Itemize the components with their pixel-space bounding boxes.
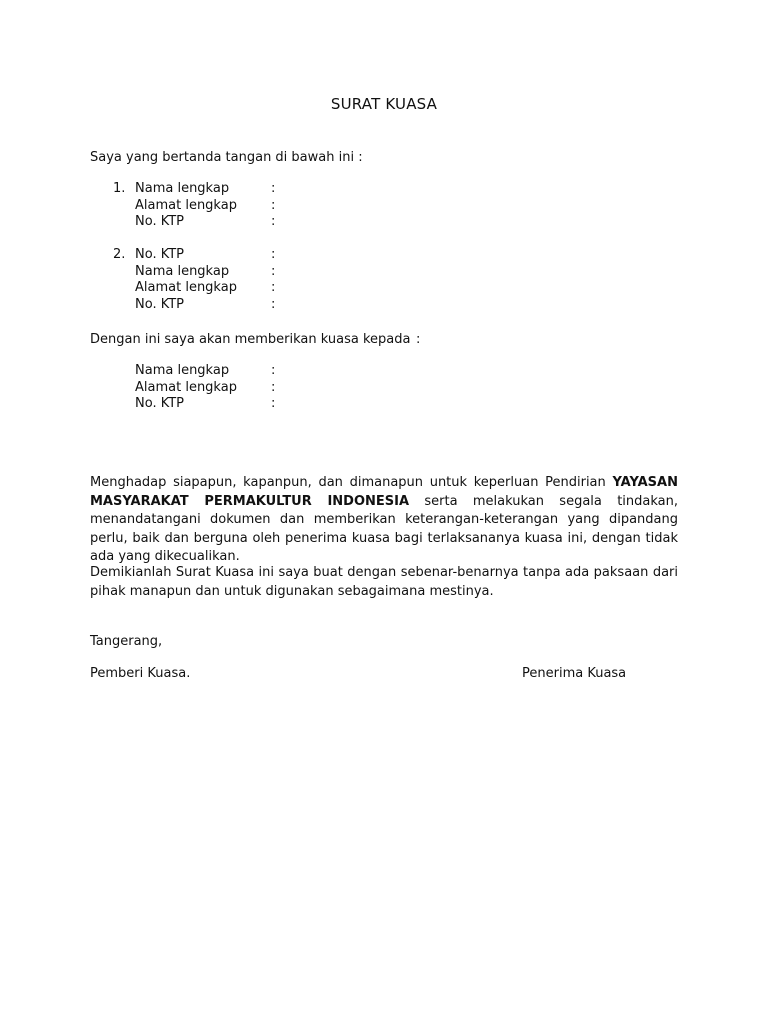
section-2-field-address: Alamat lengkap — [135, 280, 237, 295]
document-title: SURAT KUASA — [330, 95, 438, 113]
field-colon: : — [271, 214, 276, 229]
delegate-intro: Dengan ini saya akan memberikan kuasa kepada — [90, 332, 411, 347]
intro-text: Saya yang bertanda tangan di bawah ini : — [90, 150, 363, 165]
receiver-label: Penerima Kuasa — [522, 666, 627, 681]
section-2-field-ktp-2: No. KTP — [135, 297, 185, 312]
field-colon: : — [271, 198, 276, 213]
giver-label: Pemberi Kuasa. — [90, 666, 191, 681]
recipient-field-ktp: No. KTP — [135, 396, 185, 411]
field-colon: : — [271, 247, 276, 262]
foundation-name: YAYASAN MASYARAKAT PERMAKULTUR INDONESIA — [90, 475, 678, 509]
section-2-field-name: Nama lengkap — [135, 264, 230, 279]
recipient-field-address: Alamat lengkap — [135, 380, 237, 395]
field-colon: : — [271, 181, 276, 196]
field-colon: : — [271, 280, 276, 295]
section-1-field-ktp: No. KTP — [135, 214, 185, 229]
field-colon: : — [271, 396, 276, 411]
body-paragraph-1-end: serta melakukan segala tindakan, menandatangani dokumen dan memberikan keterangan-keterangan yang dipandang perlu, baik dan berguna oleh penerima kuasa bagi terlaksananya kuasa ini, dengan tidak ada yang dikecualikan. — [90, 493, 678, 564]
body-paragraph-2: Demikianlah Surat Kuasa ini saya buat dengan sebenar-benarnya tanpa ada paksaan dari pihak manapun dan untuk digunakan sebagaimana mestinya. — [90, 565, 678, 599]
section-2-number: 2. — [113, 247, 126, 262]
field-colon: : — [271, 264, 276, 279]
body-paragraph-1-start: Menghadap siapapun, kapanpun, dan dimanapun untuk keperluan Pendirian — [90, 475, 606, 490]
section-1-field-name: Nama lengkap — [135, 181, 230, 196]
section-1-number: 1. — [113, 181, 126, 196]
field-colon: : — [271, 363, 276, 378]
section-2-field-ktp: No. KTP — [135, 247, 185, 262]
delegate-colon: : — [416, 332, 421, 347]
place-text: Tangerang, — [90, 634, 163, 649]
field-colon: : — [271, 297, 276, 312]
body-paragraph-1 — [90, 474, 678, 567]
recipient-field-name: Nama lengkap — [135, 363, 230, 378]
field-colon: : — [271, 380, 276, 395]
section-1-field-address: Alamat lengkap — [135, 198, 237, 213]
